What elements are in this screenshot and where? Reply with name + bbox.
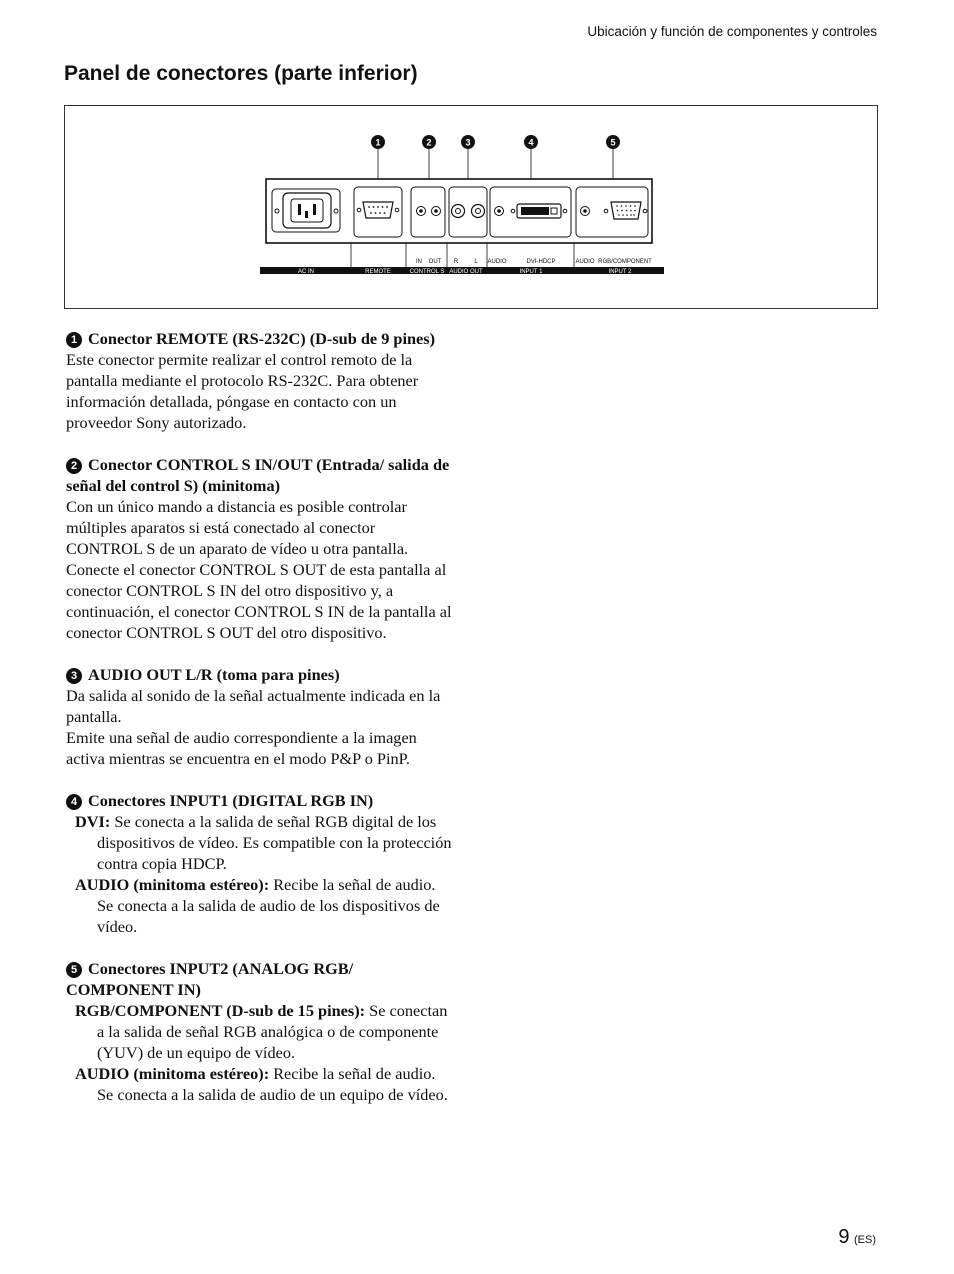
number-5-icon: 5 [66, 962, 82, 978]
item-body-2: Emite una señal de audio correspondiente a la imagen activa mientras se encuentra en el modo P&P o PinP. [66, 728, 417, 768]
marker-4 [524, 135, 538, 149]
section-title: Panel de conectores (parte inferior) [64, 62, 418, 85]
label-remote: REMOTE [365, 269, 391, 275]
item-heading: 5 Conectores INPUT2 (ANALOG RGB/ COMPONENT IN) [66, 959, 354, 999]
svg-text:4: 4 [528, 137, 534, 148]
label-input-1: INPUT 1 [519, 269, 543, 275]
label-dvi-hdcp: DVI-HDCP [526, 259, 556, 265]
item-heading: 2 Conector CONTROL S IN/OUT (Entrada/ salida de señal del control S) (minitoma) [66, 455, 450, 495]
sub-item-audio: AUDIO (minitoma estéreo): Recibe la señal de audio. Se conecta a la salida de audio de los dispositivos de vídeo. [75, 875, 440, 936]
item-body: Da salida al sonido de la señal actualmente indicada en la pantalla. [66, 686, 441, 726]
label-audio-out: AUDIO OUT [449, 269, 483, 275]
marker-3 [461, 135, 475, 149]
svg-text:1: 1 [375, 137, 381, 148]
label-audio-1: AUDIO [487, 259, 507, 265]
svg-text:3: 3 [465, 137, 471, 148]
label-rgb-component: RGB/COMPONENT [598, 259, 652, 265]
label-l: L [474, 259, 478, 265]
item-remote [66, 328, 452, 433]
number-2-icon: 2 [66, 458, 82, 474]
marker-5 [606, 135, 620, 149]
item-heading: 1 Conector REMOTE (RS-232C) (D-sub de 9 pines) [66, 328, 452, 349]
item-control-s [66, 454, 452, 643]
sub-item-dvi: DVI: Se conecta a la salida de señal RGB digital de los dispositivos de vídeo. Es compatible con la protección contra copia HDCP. [75, 812, 452, 873]
svg-text:5: 5 [610, 137, 616, 148]
svg-text:2: 2 [426, 137, 432, 148]
connector-descriptions [66, 328, 452, 1126]
connector-panel-figure [64, 105, 878, 309]
label-ac-in: AC IN [297, 269, 315, 275]
label-control-s: CONTROL S [409, 269, 445, 275]
item-input2 [66, 958, 452, 1105]
item-body: Con un único mando a distancia es posible controlar múltiples aparatos si está conectado al conector CONTROL S de un aparato de vídeo u otra pantalla. Conecte el conector CONTROL S OUT de esta pantalla al conector CONTROL S IN del otro dispositivo y, a continuación, el conector CONTROL S IN de la pantalla al conector CONTROL S OUT del otro dispositivo. [66, 497, 452, 642]
item-heading: 3 AUDIO OUT L/R (toma para pines) [66, 664, 452, 685]
number-4-icon: 4 [66, 794, 82, 810]
running-head: Ubicación y función de componentes y controles [587, 24, 877, 39]
number-1-icon: 1 [66, 332, 82, 348]
label-audio-2: AUDIO [575, 259, 595, 265]
label-r: R [453, 259, 459, 265]
marker-1 [371, 135, 385, 149]
item-heading: 4 Conectores INPUT1 (DIGITAL RGB IN) [66, 790, 452, 811]
number-3-icon: 3 [66, 668, 82, 684]
label-in: IN [416, 259, 422, 265]
label-input-2: INPUT 2 [608, 269, 632, 275]
marker-2 [422, 135, 436, 149]
item-body: Este conector permite realizar el control remoto de la pantalla mediante el protocolo RS-232C. Para obtener información detallada, póngase en contacto con un proveedor Sony autorizado. [66, 350, 419, 432]
item-input1 [66, 790, 452, 937]
page-number: 9 (ES) [838, 1226, 876, 1248]
item-audio-out [66, 664, 452, 769]
sub-item-rgb-component: RGB/COMPONENT (D-sub de 15 pines): Se conectan a la salida de señal RGB analógica o de componente (YUV) de un equipo de vídeo. [75, 1001, 448, 1062]
label-out: OUT [428, 259, 442, 265]
sub-item-audio: AUDIO (minitoma estéreo): Recibe la señal de audio. Se conecta a la salida de audio de un equipo de vídeo. [75, 1064, 448, 1104]
connector-panel-diagram [65, 106, 879, 310]
